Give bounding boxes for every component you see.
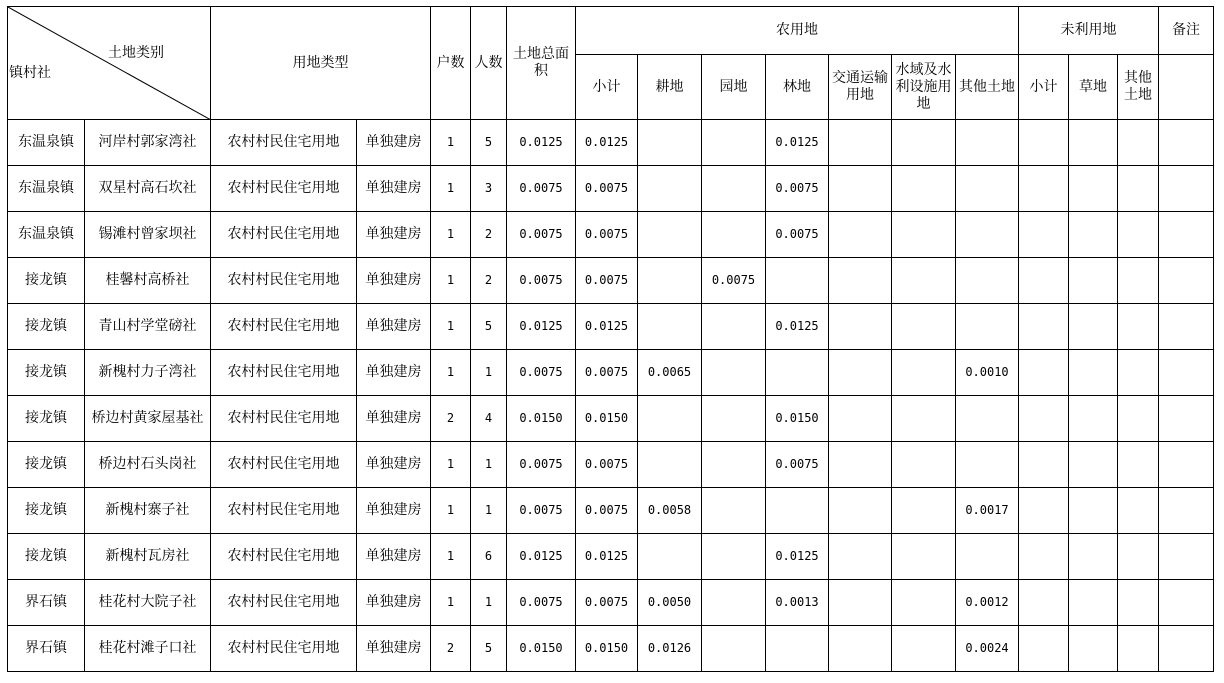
arable-cell	[638, 304, 702, 350]
table-row	[8, 580, 1214, 626]
households-cell: 1	[431, 258, 471, 304]
garden-cell	[702, 166, 766, 212]
persons-cell: 5	[471, 120, 507, 166]
land-use-cell: 农村村民住宅用地	[211, 120, 357, 166]
table-row	[8, 304, 1214, 350]
other-agri-cell	[956, 166, 1019, 212]
remark-cell	[1159, 488, 1214, 534]
arable-cell	[638, 166, 702, 212]
village-cell: 桂花村滩子口社	[85, 626, 211, 672]
total-area-cell: 0.0075	[507, 350, 576, 396]
other-unused-cell	[1118, 304, 1159, 350]
arable-cell	[638, 258, 702, 304]
total-area-cell: 0.0075	[507, 488, 576, 534]
other-agri-cell	[956, 396, 1019, 442]
land-use-cell: 农村村民住宅用地	[211, 488, 357, 534]
grassland-header: 草地	[1069, 55, 1118, 120]
water-cell	[892, 396, 956, 442]
build-type-cell: 单独建房	[357, 166, 431, 212]
garden-cell: 0.0075	[702, 258, 766, 304]
agri-subtotal-cell: 0.0075	[576, 488, 638, 534]
persons-cell: 5	[471, 304, 507, 350]
grassland-cell	[1069, 212, 1118, 258]
unused-subtotal-header: 小计	[1019, 55, 1069, 120]
households-cell: 1	[431, 212, 471, 258]
village-cell: 锡滩村曾家坝社	[85, 212, 211, 258]
remark-cell	[1159, 580, 1214, 626]
other-unused-cell	[1118, 580, 1159, 626]
persons-cell: 2	[471, 258, 507, 304]
other-unused-cell	[1118, 626, 1159, 672]
water-cell	[892, 488, 956, 534]
unused-subtotal-cell	[1019, 442, 1069, 488]
garden-cell	[702, 626, 766, 672]
land-use-cell: 农村村民住宅用地	[211, 580, 357, 626]
remark-cell	[1159, 304, 1214, 350]
unused-subtotal-cell	[1019, 580, 1069, 626]
build-type-cell: 单独建房	[357, 304, 431, 350]
forest-cell: 0.0075	[766, 166, 829, 212]
total-area-cell: 0.0075	[507, 580, 576, 626]
grassland-cell	[1069, 442, 1118, 488]
remark-cell	[1159, 258, 1214, 304]
table-row	[8, 166, 1214, 212]
build-type-cell: 单独建房	[357, 350, 431, 396]
total-area-cell: 0.0125	[507, 534, 576, 580]
other-unused-header: 其他土地	[1118, 55, 1159, 120]
grassland-cell	[1069, 626, 1118, 672]
diagonal-line	[8, 7, 211, 120]
table-row	[8, 350, 1214, 396]
agri-subtotal-cell: 0.0075	[576, 350, 638, 396]
village-cell: 双星村高石坎社	[85, 166, 211, 212]
remark-empty-cell	[1159, 55, 1214, 120]
unused-subtotal-cell	[1019, 258, 1069, 304]
table-row	[8, 396, 1214, 442]
transport-cell	[829, 212, 892, 258]
build-type-cell: 单独建房	[357, 258, 431, 304]
town-cell: 接龙镇	[8, 442, 85, 488]
forest-cell	[766, 258, 829, 304]
unused-subtotal-cell	[1019, 396, 1069, 442]
village-cell: 新槐村瓦房社	[85, 534, 211, 580]
agri-subtotal-header: 小计	[576, 55, 638, 120]
unused-subtotal-cell	[1019, 212, 1069, 258]
town-cell: 接龙镇	[8, 304, 85, 350]
grassland-cell	[1069, 166, 1118, 212]
table-row	[8, 488, 1214, 534]
land-category-label: 土地类别	[108, 45, 164, 61]
agricultural-land-header: 农用地	[576, 7, 1019, 55]
town-cell: 东温泉镇	[8, 166, 85, 212]
forest-cell: 0.0125	[766, 534, 829, 580]
water-cell	[892, 442, 956, 488]
land-use-cell: 农村村民住宅用地	[211, 304, 357, 350]
garden-cell	[702, 534, 766, 580]
table-row	[8, 626, 1214, 672]
town-cell: 界石镇	[8, 626, 85, 672]
grassland-cell	[1069, 350, 1118, 396]
transport-cell	[829, 166, 892, 212]
agri-subtotal-cell: 0.0075	[576, 212, 638, 258]
land-use-cell: 农村村民住宅用地	[211, 396, 357, 442]
total-area-cell: 0.0150	[507, 626, 576, 672]
forest-cell: 0.0150	[766, 396, 829, 442]
build-type-cell: 单独建房	[357, 442, 431, 488]
remark-cell	[1159, 166, 1214, 212]
build-type-cell: 单独建房	[357, 580, 431, 626]
arable-cell	[638, 534, 702, 580]
grassland-cell	[1069, 304, 1118, 350]
persons-cell: 1	[471, 442, 507, 488]
remark-header: 备注	[1159, 7, 1214, 55]
land-use-cell: 农村村民住宅用地	[211, 258, 357, 304]
transport-cell	[829, 488, 892, 534]
other-unused-cell	[1118, 258, 1159, 304]
transport-cell	[829, 534, 892, 580]
remark-cell	[1159, 350, 1214, 396]
table-row	[8, 258, 1214, 304]
total-area-cell: 0.0075	[507, 258, 576, 304]
other-unused-cell	[1118, 442, 1159, 488]
transport-header: 交通运输用地	[829, 55, 892, 120]
other-unused-cell	[1118, 396, 1159, 442]
transport-cell	[829, 350, 892, 396]
other-unused-cell	[1118, 488, 1159, 534]
persons-cell: 5	[471, 626, 507, 672]
remark-cell	[1159, 534, 1214, 580]
households-cell: 1	[431, 534, 471, 580]
arable-cell: 0.0050	[638, 580, 702, 626]
forest-cell	[766, 488, 829, 534]
water-cell	[892, 304, 956, 350]
build-type-cell: 单独建房	[357, 396, 431, 442]
arable-cell	[638, 396, 702, 442]
grassland-cell	[1069, 580, 1118, 626]
forest-cell: 0.0075	[766, 442, 829, 488]
other-agri-header: 其他土地	[956, 55, 1019, 120]
households-cell: 2	[431, 626, 471, 672]
table-row	[8, 120, 1214, 166]
other-unused-cell	[1118, 120, 1159, 166]
grassland-cell	[1069, 258, 1118, 304]
water-header: 水域及水利设施用地	[892, 55, 956, 120]
agri-subtotal-cell: 0.0125	[576, 120, 638, 166]
land-use-cell: 农村村民住宅用地	[211, 166, 357, 212]
town-village-label: 镇村社	[9, 65, 51, 81]
arable-cell	[638, 120, 702, 166]
remark-cell	[1159, 120, 1214, 166]
other-agri-cell	[956, 442, 1019, 488]
agri-subtotal-cell: 0.0075	[576, 258, 638, 304]
build-type-cell: 单独建房	[357, 488, 431, 534]
households-cell: 1	[431, 166, 471, 212]
water-cell	[892, 120, 956, 166]
grassland-cell	[1069, 120, 1118, 166]
grassland-cell	[1069, 534, 1118, 580]
town-cell: 接龙镇	[8, 396, 85, 442]
persons-cell: 2	[471, 212, 507, 258]
water-cell	[892, 212, 956, 258]
total-area-cell: 0.0150	[507, 396, 576, 442]
arable-cell: 0.0065	[638, 350, 702, 396]
unused-land-header: 未利用地	[1019, 7, 1159, 55]
garden-cell	[702, 304, 766, 350]
other-agri-cell	[956, 120, 1019, 166]
garden-header: 园地	[702, 55, 766, 120]
other-agri-cell	[956, 258, 1019, 304]
total-area-header: 土地总面积	[507, 7, 576, 120]
grassland-cell	[1069, 488, 1118, 534]
other-agri-cell: 0.0012	[956, 580, 1019, 626]
village-cell: 桂花村大院子社	[85, 580, 211, 626]
total-area-cell: 0.0075	[507, 166, 576, 212]
transport-cell	[829, 626, 892, 672]
unused-subtotal-cell	[1019, 304, 1069, 350]
village-cell: 河岸村郭家湾社	[85, 120, 211, 166]
village-cell: 桂馨村高桥社	[85, 258, 211, 304]
remark-cell	[1159, 396, 1214, 442]
water-cell	[892, 258, 956, 304]
other-agri-cell	[956, 212, 1019, 258]
town-cell: 东温泉镇	[8, 120, 85, 166]
other-agri-cell	[956, 534, 1019, 580]
village-cell: 新槐村寨子社	[85, 488, 211, 534]
land-use-cell: 农村村民住宅用地	[211, 534, 357, 580]
arable-header: 耕地	[638, 55, 702, 120]
persons-cell: 1	[471, 350, 507, 396]
persons-cell: 1	[471, 488, 507, 534]
water-cell	[892, 350, 956, 396]
agri-subtotal-cell: 0.0150	[576, 396, 638, 442]
forest-header: 林地	[766, 55, 829, 120]
agri-subtotal-cell: 0.0075	[576, 442, 638, 488]
unused-subtotal-cell	[1019, 488, 1069, 534]
other-agri-cell: 0.0017	[956, 488, 1019, 534]
remark-cell	[1159, 212, 1214, 258]
garden-cell	[702, 442, 766, 488]
unused-subtotal-cell	[1019, 166, 1069, 212]
agri-subtotal-cell: 0.0075	[576, 166, 638, 212]
other-unused-cell	[1118, 212, 1159, 258]
forest-cell: 0.0125	[766, 304, 829, 350]
forest-cell: 0.0125	[766, 120, 829, 166]
households-cell: 1	[431, 442, 471, 488]
persons-cell: 1	[471, 580, 507, 626]
garden-cell	[702, 580, 766, 626]
diagonal-header-cell	[8, 7, 211, 120]
transport-cell	[829, 396, 892, 442]
forest-cell: 0.0075	[766, 212, 829, 258]
garden-cell	[702, 212, 766, 258]
agri-subtotal-cell: 0.0150	[576, 626, 638, 672]
households-cell: 1	[431, 120, 471, 166]
land-use-cell: 农村村民住宅用地	[211, 350, 357, 396]
persons-cell: 4	[471, 396, 507, 442]
arable-cell	[638, 212, 702, 258]
unused-subtotal-cell	[1019, 120, 1069, 166]
water-cell	[892, 534, 956, 580]
village-cell: 桥边村石头岗社	[85, 442, 211, 488]
other-agri-cell: 0.0010	[956, 350, 1019, 396]
build-type-cell: 单独建房	[357, 212, 431, 258]
land-use-type-header: 用地类型	[211, 7, 431, 120]
water-cell	[892, 580, 956, 626]
arable-cell	[638, 442, 702, 488]
households-cell: 1	[431, 350, 471, 396]
water-cell	[892, 626, 956, 672]
land-use-cell: 农村村民住宅用地	[211, 442, 357, 488]
land-use-table	[7, 6, 1214, 672]
households-cell: 1	[431, 580, 471, 626]
total-area-cell: 0.0125	[507, 304, 576, 350]
town-cell: 接龙镇	[8, 534, 85, 580]
agri-subtotal-cell: 0.0075	[576, 580, 638, 626]
land-use-cell: 农村村民住宅用地	[211, 212, 357, 258]
town-cell: 接龙镇	[8, 488, 85, 534]
persons-cell: 3	[471, 166, 507, 212]
garden-cell	[702, 350, 766, 396]
forest-cell	[766, 350, 829, 396]
village-cell: 青山村学堂磅社	[85, 304, 211, 350]
water-cell	[892, 166, 956, 212]
garden-cell	[702, 396, 766, 442]
table-row	[8, 534, 1214, 580]
town-cell: 界石镇	[8, 580, 85, 626]
other-unused-cell	[1118, 350, 1159, 396]
forest-cell: 0.0013	[766, 580, 829, 626]
agri-subtotal-cell: 0.0125	[576, 304, 638, 350]
unused-subtotal-cell	[1019, 534, 1069, 580]
transport-cell	[829, 580, 892, 626]
transport-cell	[829, 258, 892, 304]
total-area-cell: 0.0125	[507, 120, 576, 166]
town-cell: 东温泉镇	[8, 212, 85, 258]
forest-cell	[766, 626, 829, 672]
garden-cell	[702, 488, 766, 534]
total-area-cell: 0.0075	[507, 442, 576, 488]
build-type-cell: 单独建房	[357, 120, 431, 166]
transport-cell	[829, 120, 892, 166]
other-agri-cell: 0.0024	[956, 626, 1019, 672]
unused-subtotal-cell	[1019, 626, 1069, 672]
unused-subtotal-cell	[1019, 350, 1069, 396]
transport-cell	[829, 304, 892, 350]
arable-cell: 0.0126	[638, 626, 702, 672]
transport-cell	[829, 442, 892, 488]
households-cell: 1	[431, 488, 471, 534]
other-unused-cell	[1118, 534, 1159, 580]
households-cell: 2	[431, 396, 471, 442]
build-type-cell: 单独建房	[357, 534, 431, 580]
remark-cell	[1159, 442, 1214, 488]
other-unused-cell	[1118, 166, 1159, 212]
town-cell: 接龙镇	[8, 350, 85, 396]
table-row	[8, 212, 1214, 258]
remark-cell	[1159, 626, 1214, 672]
land-use-cell: 农村村民住宅用地	[211, 626, 357, 672]
village-cell: 桥边村黄家屋基社	[85, 396, 211, 442]
table-row	[8, 442, 1214, 488]
other-agri-cell	[956, 304, 1019, 350]
village-cell: 新槐村力子湾社	[85, 350, 211, 396]
town-cell: 接龙镇	[8, 258, 85, 304]
households-header: 户数	[431, 7, 471, 120]
grassland-cell	[1069, 396, 1118, 442]
garden-cell	[702, 120, 766, 166]
total-area-cell: 0.0075	[507, 212, 576, 258]
households-cell: 1	[431, 304, 471, 350]
persons-header: 人数	[471, 7, 507, 120]
arable-cell: 0.0058	[638, 488, 702, 534]
agri-subtotal-cell: 0.0125	[576, 534, 638, 580]
build-type-cell: 单独建房	[357, 626, 431, 672]
persons-cell: 6	[471, 534, 507, 580]
